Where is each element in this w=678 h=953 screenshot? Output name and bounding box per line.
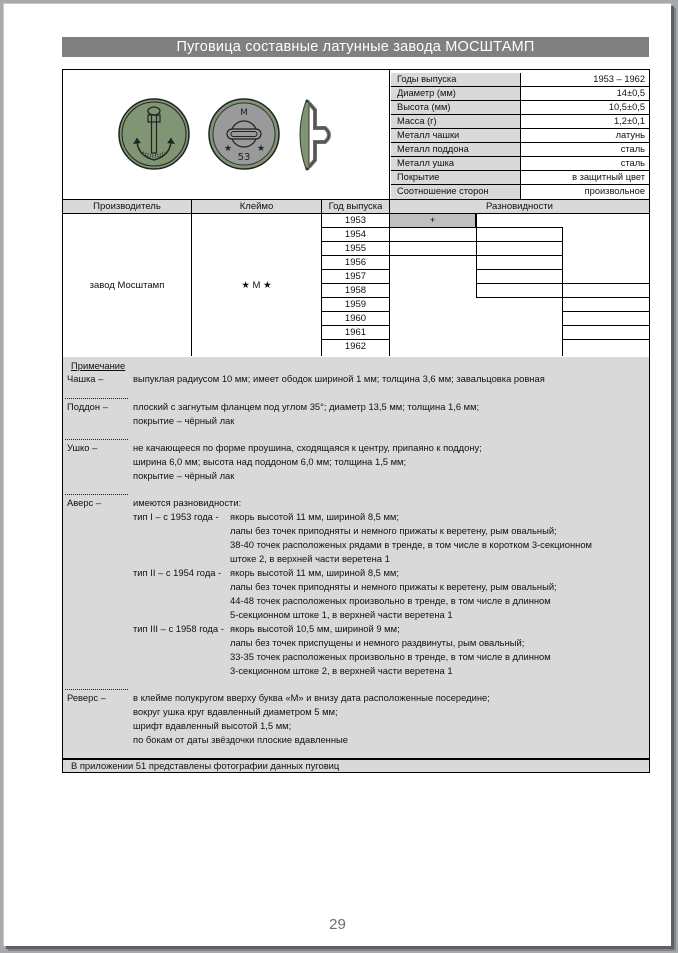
spec-value: 1953 – 1962 bbox=[521, 73, 649, 87]
note-text: покрытие – чёрный лак bbox=[133, 470, 235, 481]
note-text: лапы без точек приподняты и немного прижаты к веретену, рым овальный; bbox=[230, 581, 557, 592]
note-text: имеются разновидности: bbox=[133, 497, 242, 508]
note-divider bbox=[65, 689, 128, 690]
manufacturer-cell bbox=[63, 214, 192, 356]
header-manufacturer: Производитель bbox=[63, 200, 192, 214]
note-text: штоке 2, в верхней части веретена 1 bbox=[230, 553, 390, 564]
note-text: лапы без точек приподняты и немного прижаты к веретену, рым овальный; bbox=[230, 525, 557, 536]
header-mark: Клеймо bbox=[192, 200, 322, 214]
svg-text:53: 53 bbox=[237, 152, 251, 163]
document-page bbox=[3, 3, 671, 946]
note-text: не качающееся по форме проушина, сходящаяся к центру, припаяно к поддону; bbox=[133, 442, 482, 453]
varieties-grid bbox=[390, 214, 649, 356]
spec-label: Металл поддона bbox=[391, 143, 521, 157]
spec-value: 10,5±0,5 bbox=[521, 101, 649, 115]
note-text: плоский с загнутым фланцем под углом 35°; диаметр 13,5 мм; толщина 1,6 мм; bbox=[133, 401, 480, 412]
note-text: по бокам от даты звёздочки плоские вдавленные bbox=[133, 734, 348, 745]
spec-label: Металл ушка bbox=[391, 157, 521, 171]
year-cell: 1960 bbox=[322, 312, 389, 326]
spec-label: Масса (г) bbox=[391, 115, 521, 129]
type-label: тип III – с 1958 года - bbox=[133, 623, 224, 634]
note-text: 5-секционном штоке 1, в верхней части веретена 1 bbox=[230, 609, 453, 620]
year-cell: 1954 bbox=[322, 228, 389, 242]
year-cell: 1956 bbox=[322, 256, 389, 270]
note-text: вокруг ушка круг вдавленный диаметром 5 мм; bbox=[133, 706, 338, 717]
note-text: покрытие – чёрный лак bbox=[133, 415, 235, 426]
spec-label: Металл чашки bbox=[391, 129, 521, 143]
page-title: Пуговица составные латунные завода МОСШТАМП bbox=[62, 37, 649, 57]
year-cell: 1959 bbox=[322, 298, 389, 312]
type-label: тип II – с 1954 года - bbox=[133, 567, 222, 578]
note-text: в клейме полукругом вверху буква «М» и внизу дата расположенные посередине; bbox=[133, 692, 490, 703]
notes-heading: Примечание bbox=[71, 360, 126, 371]
note-label-shank: Ушко – bbox=[67, 442, 98, 453]
spec-value: сталь bbox=[521, 157, 649, 171]
spec-value: сталь bbox=[521, 143, 649, 157]
notes-section bbox=[62, 357, 650, 759]
note-text: якорь высотой 10,5 мм, шириной 9 мм; bbox=[230, 623, 400, 634]
note-text: 38-40 точек расположеных рядами в тренде, в том числе в коротком 3-секционном bbox=[230, 539, 592, 550]
year-cell: 1955 bbox=[322, 242, 389, 256]
anchor-button-obverse-icon bbox=[117, 97, 191, 171]
year-cell: 1957 bbox=[322, 270, 389, 284]
note-text: выпуклая радиусом 10 мм; имеет ободок шириной 1 мм; толщина 3,6 мм; завальцовка ровная bbox=[133, 373, 545, 384]
note-label-cup: Чашка – bbox=[67, 373, 104, 384]
mark-cell bbox=[192, 214, 322, 356]
note-text: шрифт вдавленный высотой 1,5 мм; bbox=[133, 720, 292, 731]
spec-value: латунь bbox=[521, 129, 649, 143]
button-reverse-icon bbox=[207, 97, 281, 171]
year-cell: 1962 bbox=[344, 341, 367, 352]
year-cell: 1961 bbox=[322, 326, 389, 340]
note-divider bbox=[65, 494, 128, 495]
manufacturer-name: завод Мосштамп bbox=[89, 279, 165, 291]
note-label-obverse: Аверс – bbox=[67, 497, 102, 508]
note-text: ширина 6,0 мм; высота над поддоном 6,0 мм; толщина 1,5 мм; bbox=[133, 456, 407, 467]
note-text: лапы без точек приспущены и немного раздвинуты, рым овальный; bbox=[230, 637, 525, 648]
svg-text:★: ★ bbox=[257, 144, 266, 154]
mark-value: ★ М ★ bbox=[241, 279, 272, 291]
page-number: 29 bbox=[329, 916, 346, 933]
svg-text:★: ★ bbox=[224, 144, 233, 154]
note-divider bbox=[65, 398, 128, 399]
type-label: тип I – с 1953 года - bbox=[133, 511, 219, 522]
spec-label: Покрытие bbox=[391, 171, 521, 185]
spec-value: произвольное bbox=[584, 186, 645, 196]
year-cell: 1953 bbox=[322, 214, 389, 228]
spec-value: в защитный цвет bbox=[521, 171, 649, 185]
note-text: 33-35 точек расположеных произвольно в тренде, в том числе в длинном bbox=[230, 651, 551, 662]
spec-label: Диаметр (мм) bbox=[391, 87, 521, 101]
header-varieties: Разновидности bbox=[390, 200, 649, 214]
note-label-reverse: Реверс – bbox=[67, 692, 106, 703]
note-divider bbox=[65, 439, 128, 440]
button-info-box bbox=[62, 69, 650, 200]
year-cell: 1958 bbox=[322, 284, 389, 298]
spec-label: Высота (мм) bbox=[391, 101, 521, 115]
variety-marker-cell: + bbox=[390, 214, 476, 228]
note-label-base: Поддон – bbox=[67, 401, 108, 412]
spec-label: Соотношение сторон bbox=[391, 185, 521, 199]
svg-text:М: М bbox=[240, 108, 248, 118]
appendix-note: В приложении 51 представлены фотографии данных пуговиц bbox=[62, 759, 650, 773]
years-column bbox=[322, 214, 390, 356]
spec-value: 14±0,5 bbox=[521, 87, 649, 101]
header-year: Год выпуска bbox=[322, 200, 390, 214]
note-text: 44-48 точек расположеных произвольно в тренде, в том числе в длинном bbox=[230, 595, 551, 606]
note-text: 3-секционном штоке 2, в верхней части веретена 1 bbox=[230, 665, 453, 676]
button-profile-icon bbox=[295, 98, 335, 172]
spec-table bbox=[391, 73, 649, 199]
spec-label: Годы выпуска bbox=[391, 73, 521, 87]
production-table bbox=[62, 200, 650, 358]
spec-value: 1,2±0,1 bbox=[521, 115, 649, 129]
note-text: якорь высотой 11 мм, шириной 8,5 мм; bbox=[230, 511, 399, 522]
button-images bbox=[63, 70, 390, 199]
note-text: якорь высотой 11 мм, шириной 8,5 мм; bbox=[230, 567, 399, 578]
